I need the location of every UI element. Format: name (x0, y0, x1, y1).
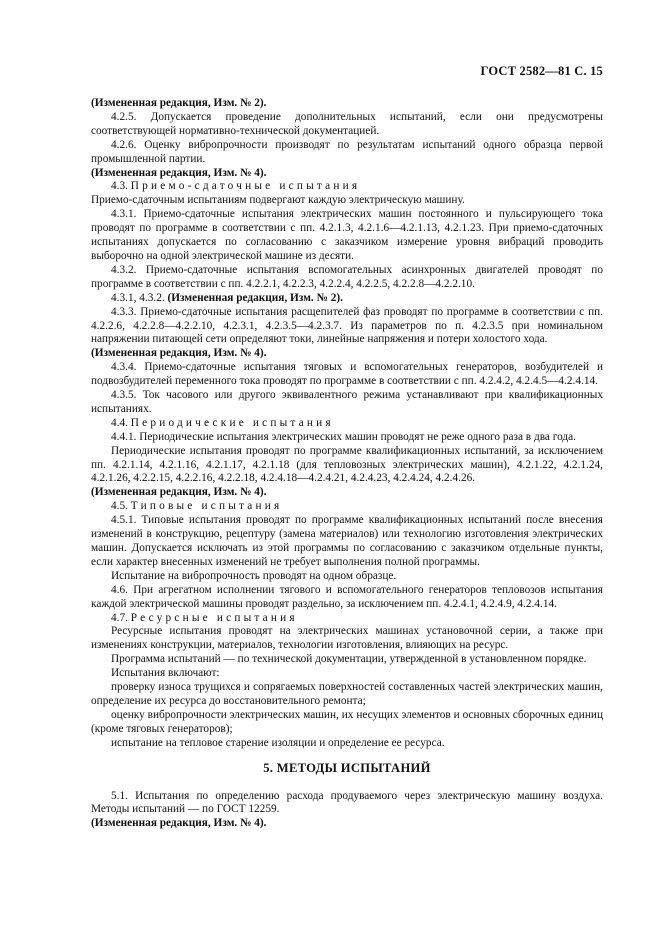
paragraph (91, 361, 603, 389)
paragraph (91, 653, 603, 667)
paragraph (91, 514, 603, 570)
paragraph (91, 445, 603, 487)
document-body (91, 97, 603, 831)
subsection-title: Периодические испытания (130, 416, 334, 429)
subsection-number: 4.7. (111, 611, 128, 624)
subsection-title: Приемо-сдаточные испытания (130, 180, 361, 193)
paragraph-text: Периодические испытания проводят по программе квалификационных испытаний, за исключением пп. 4.2.1.14, 4.2.1.16, 4.2.1.17, 4.2.1.18 (для тепловозных электрических машин), 4.2.1.22, 4.2.1.24, 4.2.1.26, 4.2.2.15, 4.2.2.16, 4.2.2.18, 4.2.4.18—4.2.4.21, 4.2.4.23, 4.2.4.24, 4.2.4.26. (91, 444, 603, 485)
subsection-heading (91, 500, 603, 514)
paragraph-text: 4.6. При агрегатном исполнении тягового и вспомогательного генераторов тепловозов испытания каждой электрической машины проводят раздельно, за исключением пп. 4.2.4.1, 4.2.4.9, 4.2.4.14. (91, 583, 603, 610)
subsection-heading (91, 417, 603, 431)
paragraph-text: Ресурсные испытания проводят на электрических машинах установочной серии, а также при изменениях конструкции, материалов, технологии изготовления, влияющих на ресурс. (91, 625, 603, 652)
subsection-number: 4.3. (111, 180, 128, 193)
paragraph-text: оценку вибропрочности электрических машин, их несущих элементов и основных сборочных единиц (кроме тяговых генераторов); (91, 708, 603, 735)
paragraph-ref: 4.3.1, 4.3.2. (111, 291, 168, 304)
paragraph (91, 431, 603, 445)
paragraph (91, 139, 603, 167)
paragraph-text: (Измененная редакция, Изм. № 4). (91, 166, 267, 179)
paragraph-text: испытание на тепловое старение изоляции и определение ее ресурса. (111, 736, 445, 749)
paragraph-text: 4.3.2. Приемо-сдаточные испытания вспомогательных асинхронных двигателей проводят по программе в соответствии с пп. 4.2.2.1, 4.2.2.3, 4.2.2.4, 4.2.2.5, 4.2.2.8—4.2.2.10. (91, 263, 603, 290)
paragraph-text: 4.5.1. Типовые испытания проводят по программе квалификационных испытаний после внесения изменений в конструкцию, рецептуру (замена материалов) или технологию изготовления электрических машин. Допускается исключать из этой программы по согласованию с заказчиком отдельные пункты, если характер внесенных изменений не требует выполнения полной программы. (91, 514, 603, 568)
paragraph-text: проверку износа трущихся и сопрягаемых поверхностей составленных частей электрических машин, определение их ресурса до восстановительного ремонта; (91, 681, 603, 707)
subsection-heading (91, 612, 603, 626)
paragraph (91, 681, 603, 709)
paragraph (91, 709, 603, 737)
paragraph-text: 4.3.4. Приемо-сдаточные испытания тяговых и вспомогательных генераторов, возбудителей и подвозбудителей переменного тока проводят по программе в соответствии с пп. 4.2.4.2, 4.2.4.5—4.2.4.14. (91, 361, 603, 388)
amendment-note (91, 167, 603, 181)
paragraph (91, 208, 603, 264)
paragraph-text: 4.3.3. Приемо-сдаточные испытания расщепителей фаз проводят по программе в соответствии с пп. 4.2.2.6, 4.2.2.8—4.2.2.10, 4.2.3.1, 4.2.3.5—4.2.3.7. Из параметров по п. 4.2.3.5 при номинальном напряжении питающей сети определяют токи, линейные напряжения и потери холостого хода. (91, 305, 603, 346)
section-heading: 5. МЕТОДЫ ИСПЫТАНИЙ (263, 760, 431, 775)
subsection-heading (91, 180, 603, 194)
amendment-note (91, 347, 603, 361)
paragraph (91, 625, 603, 653)
paragraph (91, 111, 603, 139)
paragraph (91, 570, 603, 584)
paragraph-text: 4.4.1. Периодические испытания электрических машин проводят не реже одного раза в два года. (111, 430, 576, 443)
paragraph-text: 4.2.6. Оценку вибропрочности производят по результатам испытаний одного образца первой промышленной партии. (91, 138, 603, 165)
paragraph-text: (Измененная редакция, Изм. № 4). (91, 817, 267, 830)
subsection-title: Ресурсные испытания (130, 611, 298, 624)
paragraph (91, 389, 603, 417)
paragraph-text: 5.1. Испытания по определению расхода продуваемого через электрическую машину воздуха. Методы испытаний — по ГОСТ 12259. (91, 789, 603, 816)
subsection-number: 4.5. (111, 500, 128, 513)
paragraph-text: (Измененная редакция, Изм. № 4). (91, 486, 267, 499)
amendment-note (91, 97, 603, 111)
paragraph (91, 584, 603, 612)
paragraph-text: 4.3.1. Приемо-сдаточные испытания электрических машин постоянного и пульсирующего тока проводят по программе в соответствии с пп. 4.2.1.3, 4.2.1.6—4.2.1.13, 4.2.1.23. При приемо-сдаточных испытаниях допускается по согласованию с заказчиком измерение уровня вибраций проводить выборочно на одной электрической машине из десяти. (91, 208, 603, 262)
page-header: ГОСТ 2582—81 С. 15 (480, 64, 603, 78)
amendment-note (91, 486, 603, 500)
paragraph-text: Программа испытаний — по технической документации, утвержденной в установленном порядке. (111, 653, 587, 666)
subsection-title: Типовые испытания (130, 500, 283, 513)
subsection-number: 4.4. (111, 416, 128, 429)
paragraph-text: (Измененная редакция, Изм. № 2). (91, 97, 267, 109)
paragraph-text: Испытание на вибропрочность проводят на одном образце. (111, 569, 397, 582)
paragraph (91, 264, 603, 292)
paragraph-text: 4.3.5. Ток часового или другого эквивалентного режима устанавливают при квалификационных испытаниях. (91, 389, 603, 415)
paragraph (91, 292, 603, 306)
paragraph-text: (Измененная редакция, Изм. № 4). (91, 347, 267, 360)
paragraph (91, 194, 603, 208)
paragraph (91, 790, 603, 818)
paragraph (91, 737, 603, 751)
paragraph (91, 306, 603, 348)
paragraph (91, 667, 603, 681)
amendment-note: (Измененная редакция, Изм. № 2). (167, 291, 343, 304)
paragraph-text: 4.2.5. Допускается проведение дополнительных испытаний, если они предусмотрены соответствующей нормативно-технической документацией. (91, 110, 603, 137)
amendment-note (91, 817, 603, 831)
paragraph-text: Приемо-сдаточным испытаниям подвергают каждую электрическую машину. (91, 194, 465, 207)
paragraph-text: Испытания включают: (111, 667, 220, 680)
